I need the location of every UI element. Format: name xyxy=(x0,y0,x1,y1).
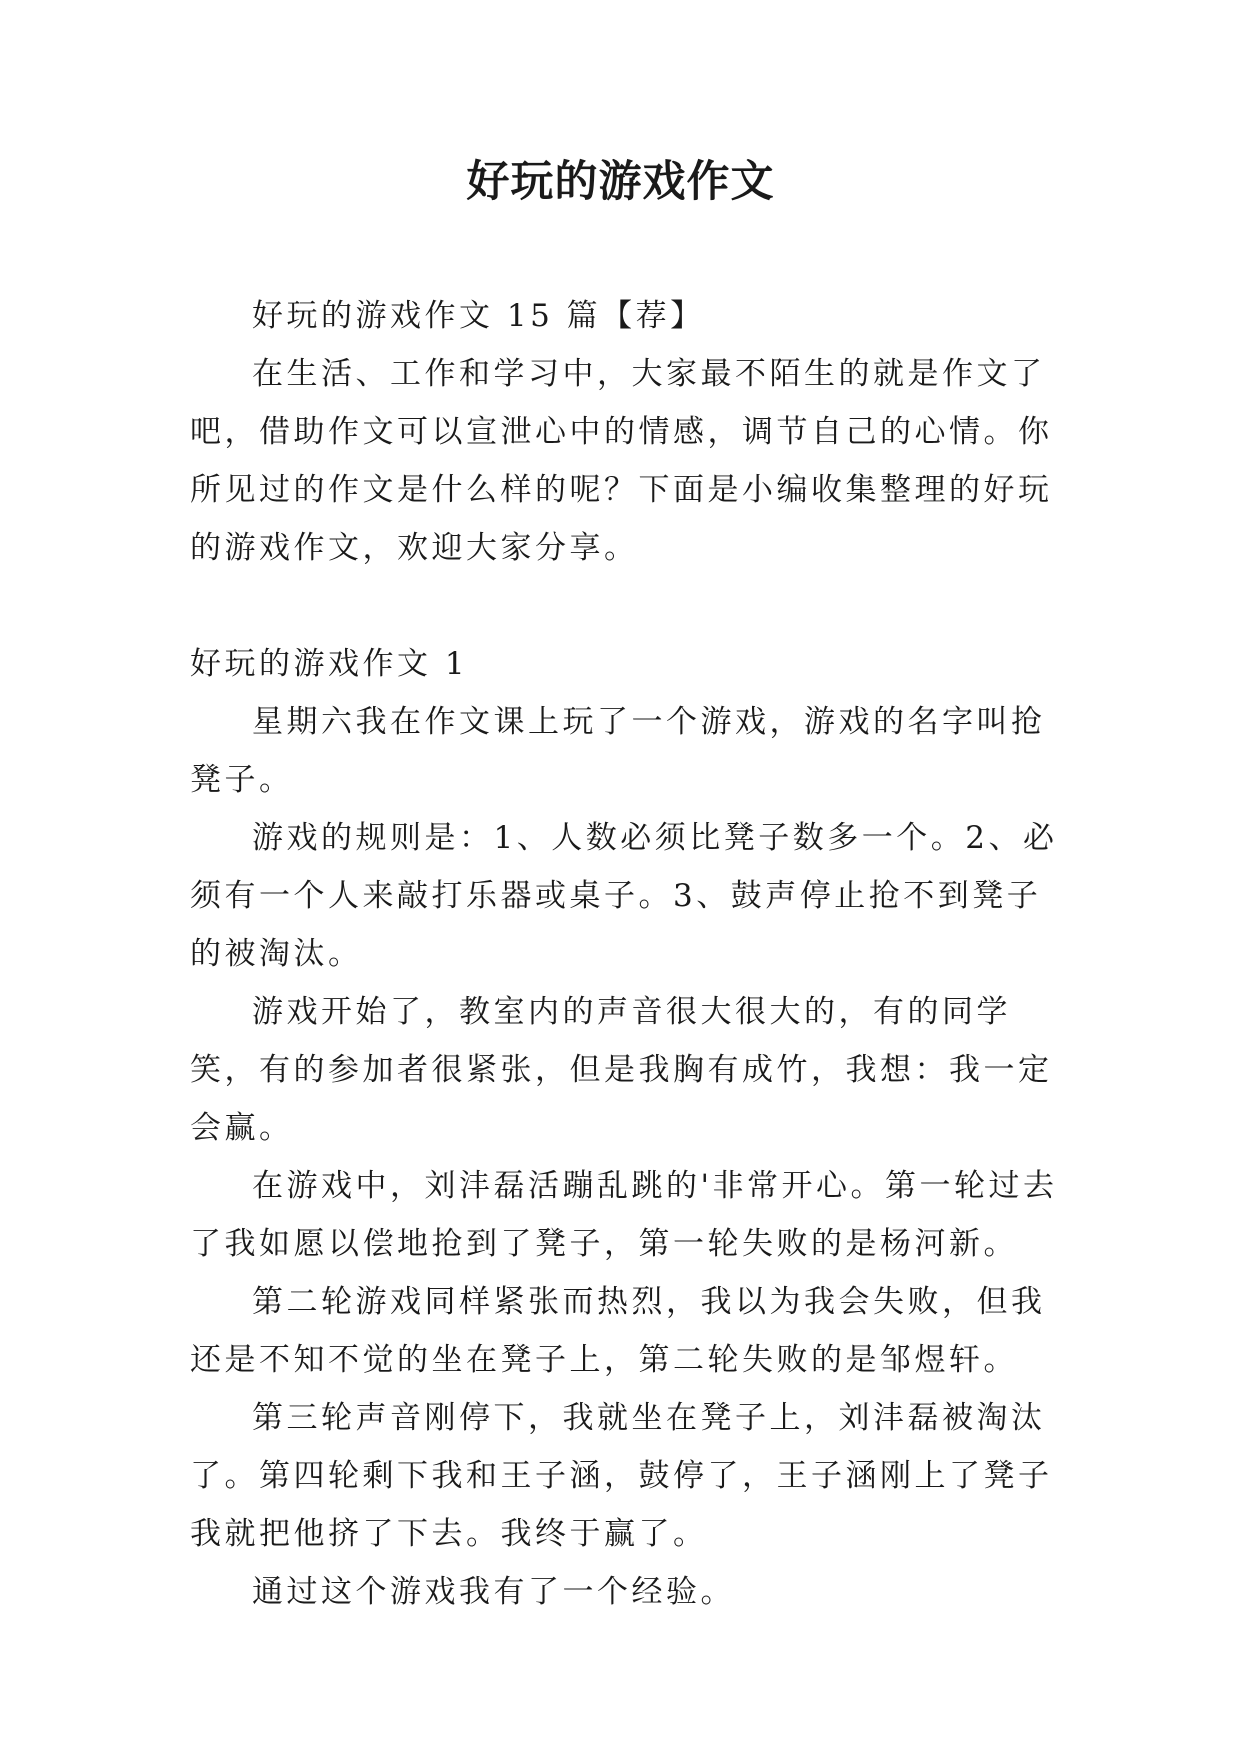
essay-paragraph: 游戏开始了，教室内的声音很大很大的，有的同学笑，有的参加者很紧张，但是我胸有成竹，我想：我一定会赢。 xyxy=(190,994,1053,1146)
essay-paragraph: 通过这个游戏我有了一个经验。 xyxy=(252,1574,735,1610)
document-body xyxy=(190,287,1070,1621)
intro-paragraph: 在生活、工作和学习中，大家最不陌生的就是作文了吧，借助作文可以宣泄心中的情感，调节自己的心情。你所见过的作文是什么样的呢？下面是小编收集整理的好玩的游戏作文，欢迎大家分享。 xyxy=(190,356,1053,566)
essay-paragraph: 在游戏中，刘沣磊活蹦乱跳的'非常开心。第一轮过去了我如愿以偿地抢到了凳子，第一轮失败的是杨河新。 xyxy=(190,1168,1058,1262)
document-title: 好玩的游戏作文 xyxy=(466,157,775,207)
essay-paragraph: 第三轮声音刚停下，我就坐在凳子上，刘沣磊被淘汰了。第四轮剩下我和王子涵，鼓停了，王子涵刚上了凳子我就把他挤了下去。我终于赢了。 xyxy=(190,1400,1053,1552)
essay-paragraph: 星期六我在作文课上玩了一个游戏，游戏的名字叫抢凳子。 xyxy=(190,704,1046,798)
intro-subtitle: 好玩的游戏作文 15 篇【荐】 xyxy=(252,298,705,334)
essay-paragraph: 游戏的规则是：1、人数必须比凳子数多一个。2、必须有一个人来敲打乐器或桌子。3、鼓声停止抢不到凳子的被淘汰。 xyxy=(190,820,1058,972)
essay-heading: 好玩的游戏作文 1 xyxy=(190,646,469,682)
essay-paragraph: 第二轮游戏同样紧张而热烈，我以为我会失败，但我还是不知不觉的坐在凳子上，第二轮失败的是邹煜轩。 xyxy=(190,1284,1046,1378)
section-spacer xyxy=(190,577,1070,635)
